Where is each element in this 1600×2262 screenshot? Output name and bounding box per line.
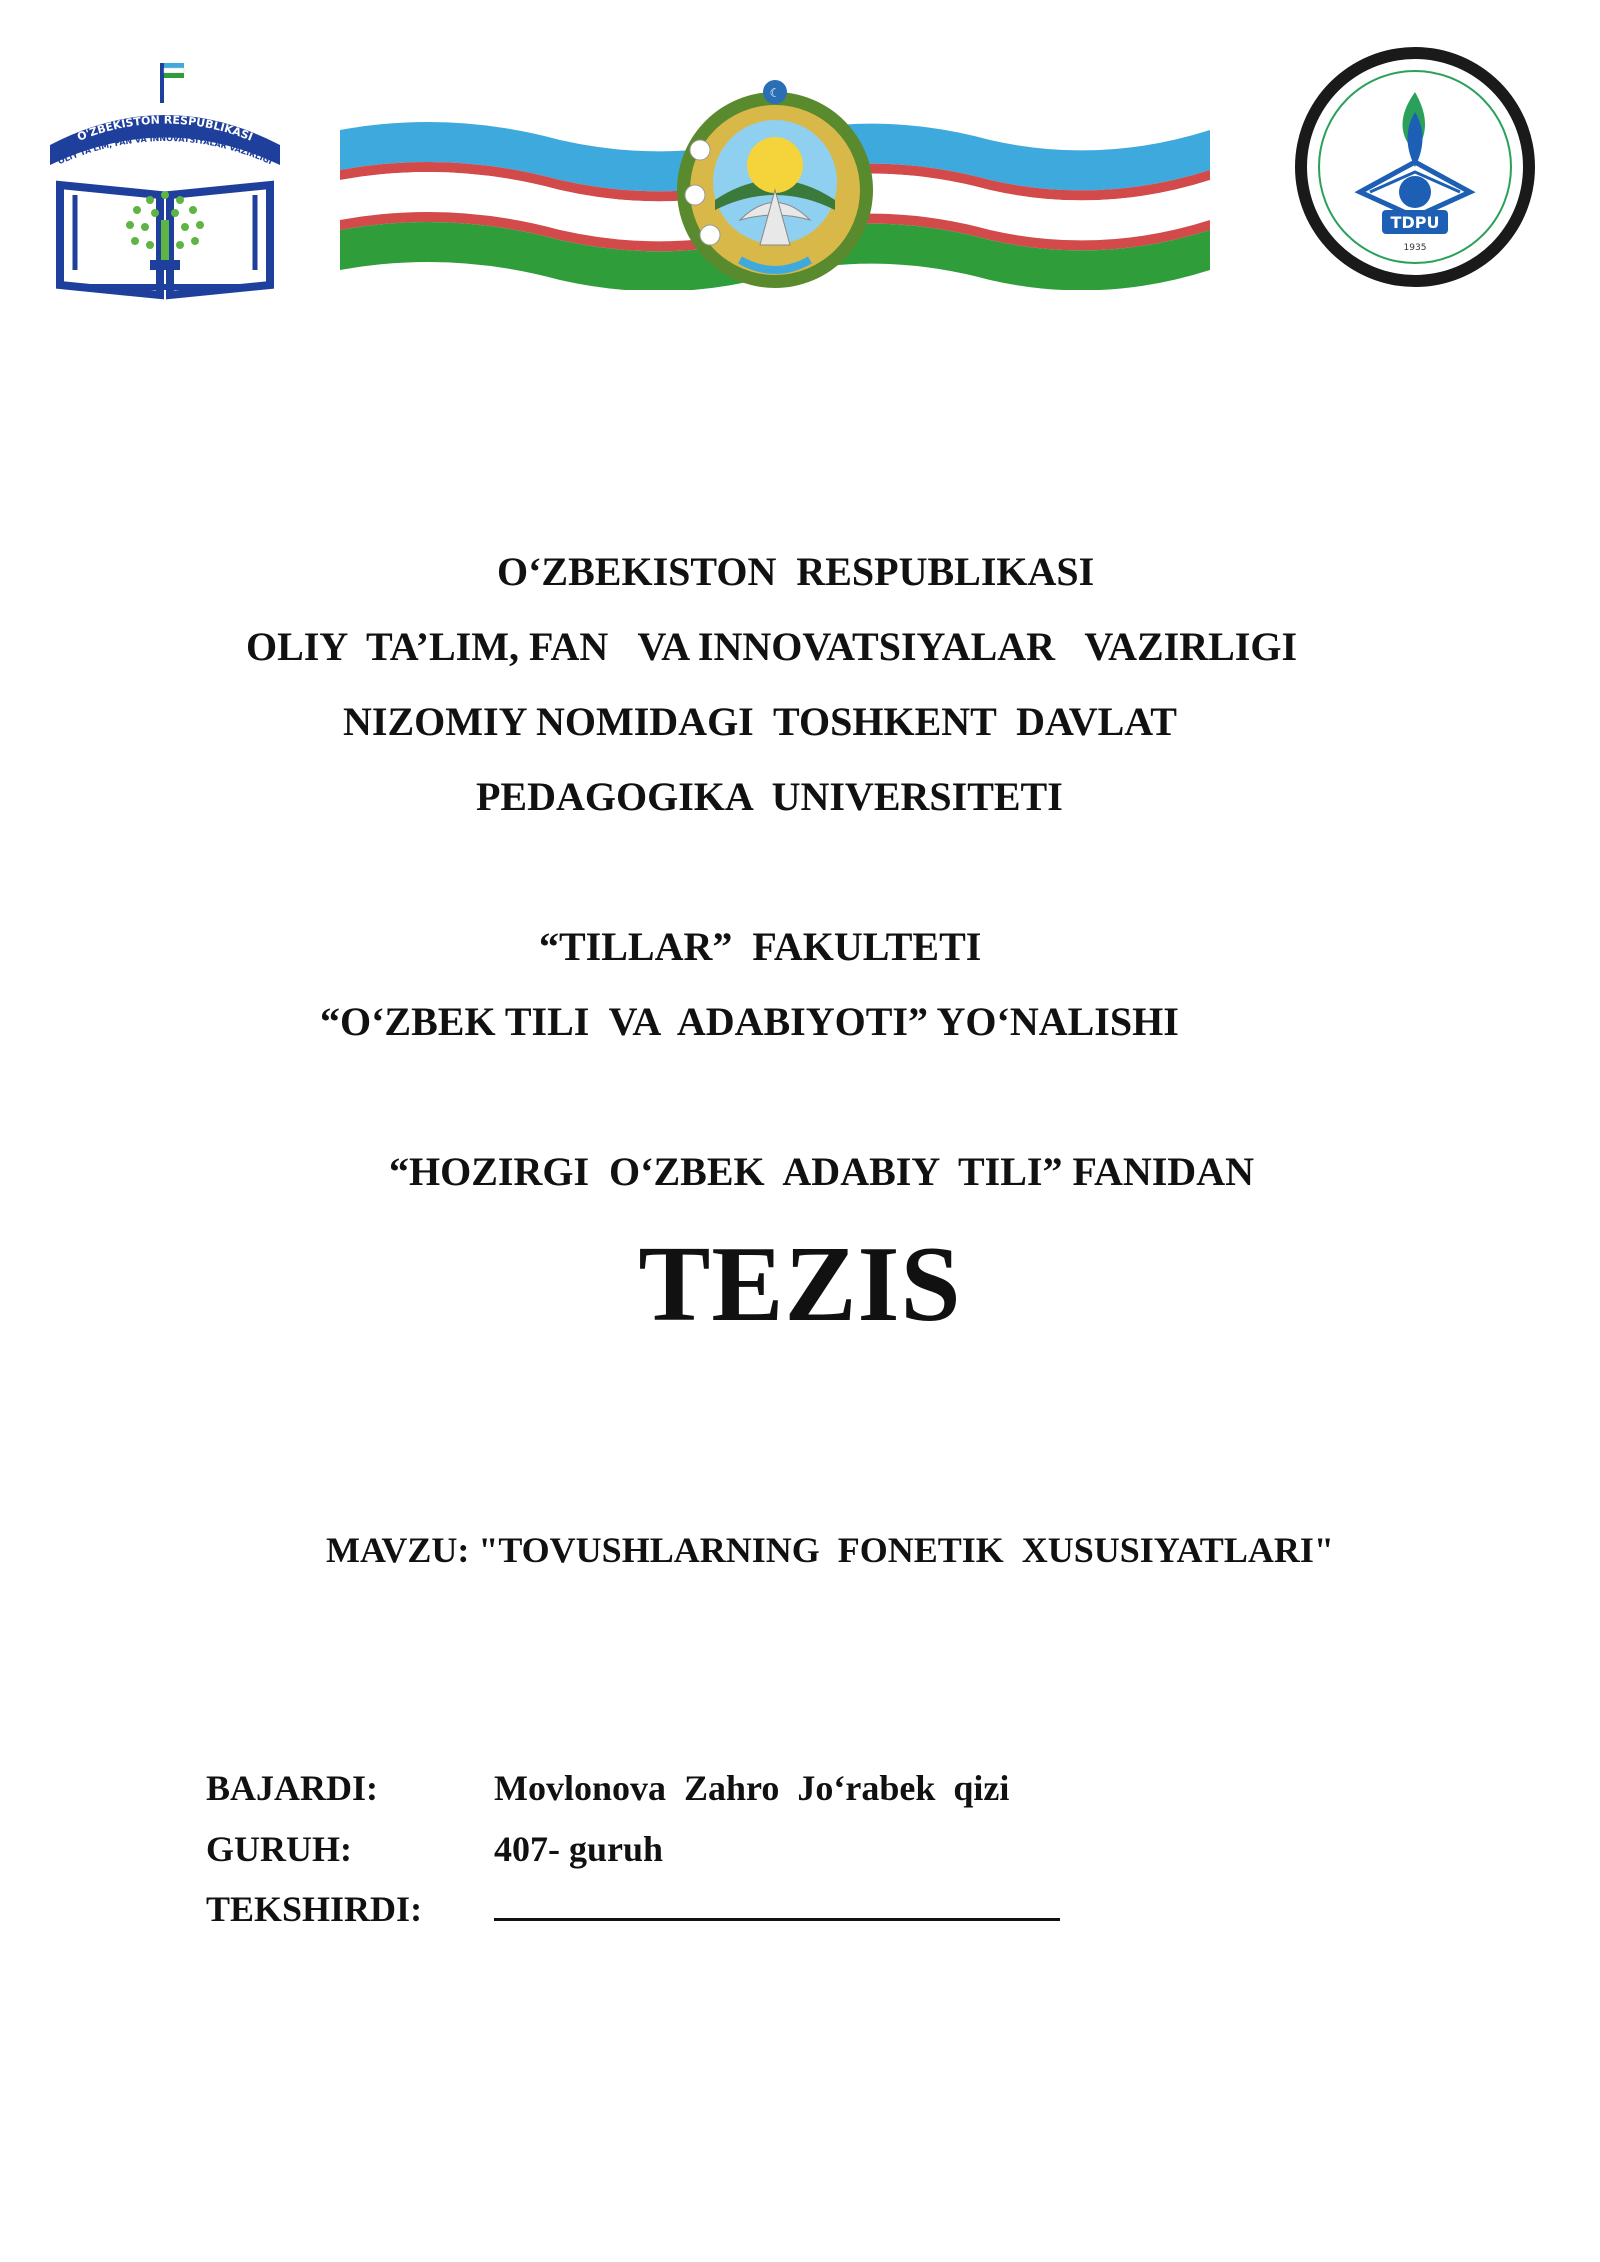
checked-by-label: TEKSHIRDI: bbox=[206, 1889, 423, 1929]
header-line2: OLIY TA’LIM, FAN VA INNOVATSIYALAR VAZIRLIGI bbox=[246, 624, 1298, 669]
svg-text:☾: ☾ bbox=[769, 86, 781, 100]
ministry-logo bbox=[40, 55, 290, 305]
tdpu-logo bbox=[1290, 42, 1540, 292]
faculty-name: “TILLAR” FAKULTETI bbox=[539, 924, 982, 969]
direction-name: “O‘ZBEK TILI VA ADABIYOTI” YO‘NALISHI bbox=[320, 999, 1179, 1044]
header-line3: NIZOMIY NOMIDAGI TOSHKENT DAVLAT bbox=[343, 699, 1177, 744]
tdpu-abbr: TDPU bbox=[1390, 213, 1440, 232]
done-by-label: BAJARDI: bbox=[206, 1768, 379, 1808]
signature-line bbox=[494, 1918, 1060, 1921]
tdpu-seal-icon bbox=[1290, 42, 1540, 292]
ministry-text-top: O'ZBEKISTON RESPUBLIKASI bbox=[75, 113, 255, 144]
group-label: GURUH: bbox=[206, 1829, 352, 1869]
subject-block bbox=[0, 1052, 1600, 1244]
document-title: TEZIS bbox=[638, 1225, 962, 1344]
header-line1: O‘ZBEKISTON RESPUBLIKASI bbox=[497, 549, 1095, 594]
flag-banner bbox=[340, 70, 1210, 290]
subject-name: “HOZIRGI O‘ZBEK ADABIY TILI” FANIDAN bbox=[389, 1149, 1254, 1194]
done-by-value: Movlonova Zahro Jo‘rabek qizi bbox=[494, 1768, 1010, 1808]
header-line4: PEDAGOGIKA UNIVERSITETI bbox=[476, 774, 1063, 819]
document-topic: MAVZU: "TOVUSHLARNING FONETIK XUSUSIYATLARI" bbox=[326, 1530, 1334, 1570]
ministry-emblem-icon bbox=[40, 55, 290, 305]
group-value: 407- guruh bbox=[494, 1829, 664, 1869]
uzbekistan-flag-coat-of-arms-icon bbox=[340, 70, 1210, 290]
ministry-text-bottom: OLIY TA'LIM, FAN VA INNOVATSIYALAR VAZIRLIGI bbox=[56, 133, 274, 167]
tdpu-year: 1935 bbox=[1403, 243, 1427, 253]
